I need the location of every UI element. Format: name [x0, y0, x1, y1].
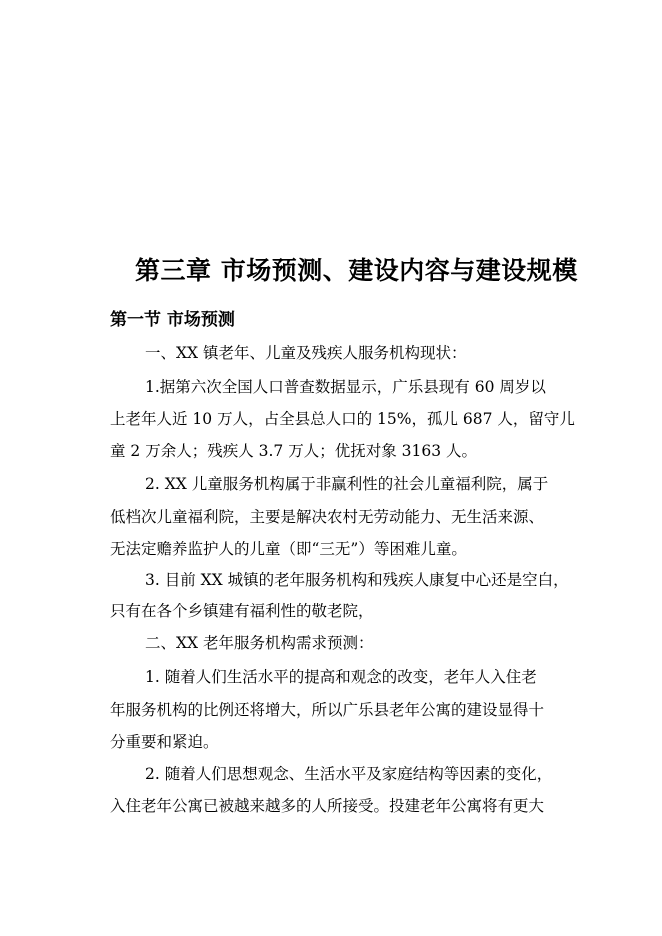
body-line: 年服务机构的比例还将增大，所以广乐县老年公寓的建设显得十 [110, 701, 545, 719]
body-line: 只有在各个乡镇建有福利性的敬老院， [110, 602, 374, 620]
body-line: 二、XX 老年服务机构需求预测： [145, 634, 374, 652]
body-line: 2. 随着人们思想观念、生活水平及家庭结构等因素的变化， [145, 765, 553, 783]
body-line: 上老年人近 10 万人，占全县总人口的 15%，孤儿 687 人，留守儿 [110, 410, 575, 428]
body-line: 低档次儿童福利院，主要是解决农村无劳动能力、无生活来源、 [110, 508, 545, 526]
body-line: 3. 目前 XX 城镇的老年服务机构和残疾人康复中心还是空白， [145, 571, 569, 589]
body-line: 1.据第六次全国人口普查数据显示，广乐县现有 60 周岁以 [145, 378, 546, 396]
body-line: 入住老年公寓已被越来越多的人所接受。投建老年公寓将有更大 [110, 797, 545, 815]
body-line: 分重要和紧迫。 [110, 733, 219, 751]
body-line: 1. 随着人们生活水平的提高和观念的改变，老年人入住老 [145, 668, 537, 686]
section-title: 第一节 市场预测 [110, 310, 235, 330]
chapter-title: 第三章 市场预测、建设内容与建设规模 [135, 256, 578, 285]
body-line: 一、XX 镇老年、儿童及残疾人服务机构现状： [145, 344, 467, 362]
body-line: 童 2 万余人；残疾人 3.7 万人；优抚对象 3163 人。 [110, 442, 478, 460]
body-line: 无法定赡养监护人的儿童（即“三无”）等困难儿童。 [110, 540, 467, 558]
body-line: 2. XX 儿童服务机构属于非赢利性的社会儿童福利院，属于 [145, 475, 549, 493]
